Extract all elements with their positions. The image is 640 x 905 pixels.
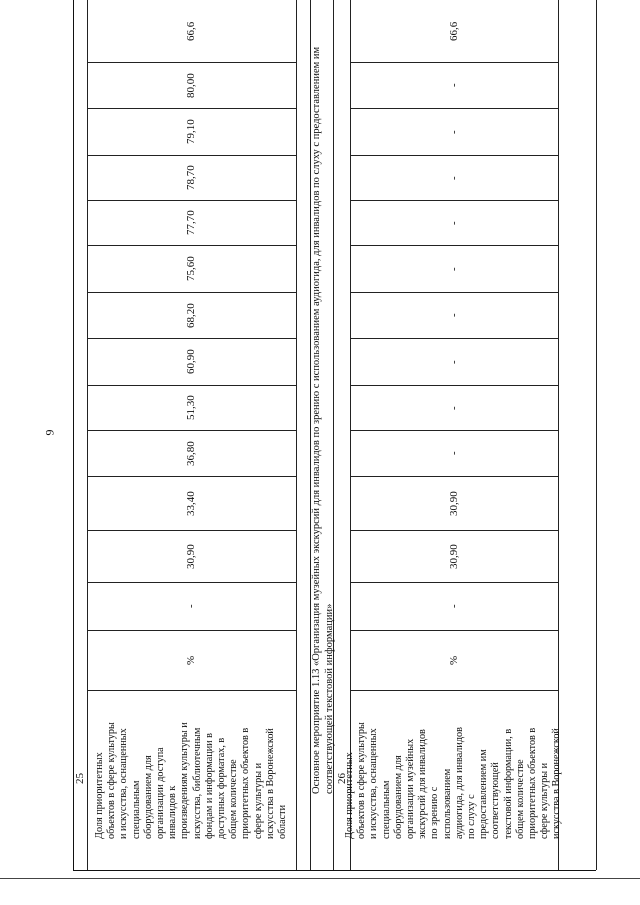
value-cell: 78,70 bbox=[185, 165, 197, 190]
section-banner: Основное мероприятие 1.13 «Организация музейных экскурсий для инвалидов по зрению с использованием аудиогида, для инвалидов по слуху с предоставлением им соответствующей текстовой информации» bbox=[310, 46, 335, 794]
table-border bbox=[87, 200, 296, 201]
value-cell: - bbox=[447, 175, 460, 180]
value-cell: 30,90 bbox=[447, 490, 460, 516]
table-border bbox=[87, 530, 296, 531]
table-border bbox=[87, 430, 296, 431]
row-number: 26 bbox=[335, 772, 348, 784]
table-border bbox=[87, 245, 296, 246]
value-cell: - bbox=[185, 604, 197, 608]
table-border bbox=[87, 108, 296, 109]
table-border bbox=[87, 155, 296, 156]
value-cell: - bbox=[447, 266, 460, 271]
row-number: 25 bbox=[73, 772, 86, 784]
footer-rule bbox=[0, 878, 640, 879]
table-border bbox=[350, 338, 558, 339]
value-cell: 33,40 bbox=[185, 490, 197, 516]
table-border bbox=[350, 155, 558, 156]
value-cell: 80,00 bbox=[185, 72, 197, 98]
table-border bbox=[87, 338, 296, 339]
unit-cell: % bbox=[185, 655, 197, 665]
value-cell: 68,20 bbox=[185, 302, 197, 328]
table-border bbox=[87, 62, 296, 63]
page-number: 9 bbox=[42, 429, 57, 436]
table-border bbox=[296, 0, 297, 870]
table-border bbox=[87, 582, 296, 583]
table-border bbox=[350, 476, 558, 477]
table-border bbox=[87, 690, 296, 691]
table-border bbox=[350, 430, 558, 431]
value-cell: 79,10 bbox=[185, 119, 197, 144]
table-border bbox=[350, 582, 558, 583]
value-cell: 36,80 bbox=[185, 440, 197, 466]
table-border bbox=[350, 292, 558, 293]
table-border bbox=[350, 245, 558, 246]
value-cell: - bbox=[447, 220, 460, 225]
table-border bbox=[73, 0, 74, 870]
value-cell: 75,60 bbox=[185, 256, 197, 281]
value-cell: 66,6 bbox=[185, 21, 197, 41]
table-border bbox=[87, 476, 296, 477]
value-cell: 30,90 bbox=[185, 543, 197, 569]
value-cell: - bbox=[447, 313, 460, 317]
value-cell: 60,90 bbox=[185, 349, 197, 374]
table-border bbox=[596, 0, 597, 870]
value-cell: 51,30 bbox=[185, 395, 197, 420]
value-cell: - bbox=[447, 129, 460, 134]
value-cell: 66,6 bbox=[447, 21, 460, 41]
table-border bbox=[87, 0, 88, 870]
table-border bbox=[350, 530, 558, 531]
table-border bbox=[350, 630, 558, 631]
table-border bbox=[73, 870, 596, 871]
table-border bbox=[350, 200, 558, 201]
table-border bbox=[87, 630, 296, 631]
table-border bbox=[87, 292, 296, 293]
indicator-description: Доля приоритетных объектов в сфере культуры и искусства, оснащенных специальным оборудованием для организации доступа инвалидов к произведениям культуры и искусства, библиотечным фондам и информации в доступных форматах, в общем количестве приоритетных объектов в сфере культуры и искусства в Воронежской области bbox=[94, 721, 289, 839]
value-cell: - bbox=[447, 83, 460, 87]
table-border bbox=[350, 108, 558, 109]
unit-cell: % bbox=[447, 655, 460, 665]
table-border bbox=[350, 690, 558, 691]
value-cell: - bbox=[447, 604, 460, 608]
table-border bbox=[350, 385, 558, 386]
value-cell: - bbox=[447, 359, 460, 364]
value-cell: - bbox=[447, 451, 460, 455]
indicator-description: Доля приоритетных объектов в сфере культуры и искусства, оснащенных специальным оборудованием для организации музейных экскурсий для инвалидов по зрению с использованием аудиогида, для инвалидов по слуху с предоставлением им соответствующей текстовой информации, в общем количестве приоритетных объектов в сфере культуры и искусства в Воронежской bbox=[344, 721, 563, 839]
value-cell: 77,70 bbox=[185, 210, 197, 235]
value-cell: 30,90 bbox=[447, 543, 460, 569]
table-border bbox=[87, 385, 296, 386]
table-border bbox=[350, 62, 558, 63]
value-cell: - bbox=[447, 405, 460, 410]
